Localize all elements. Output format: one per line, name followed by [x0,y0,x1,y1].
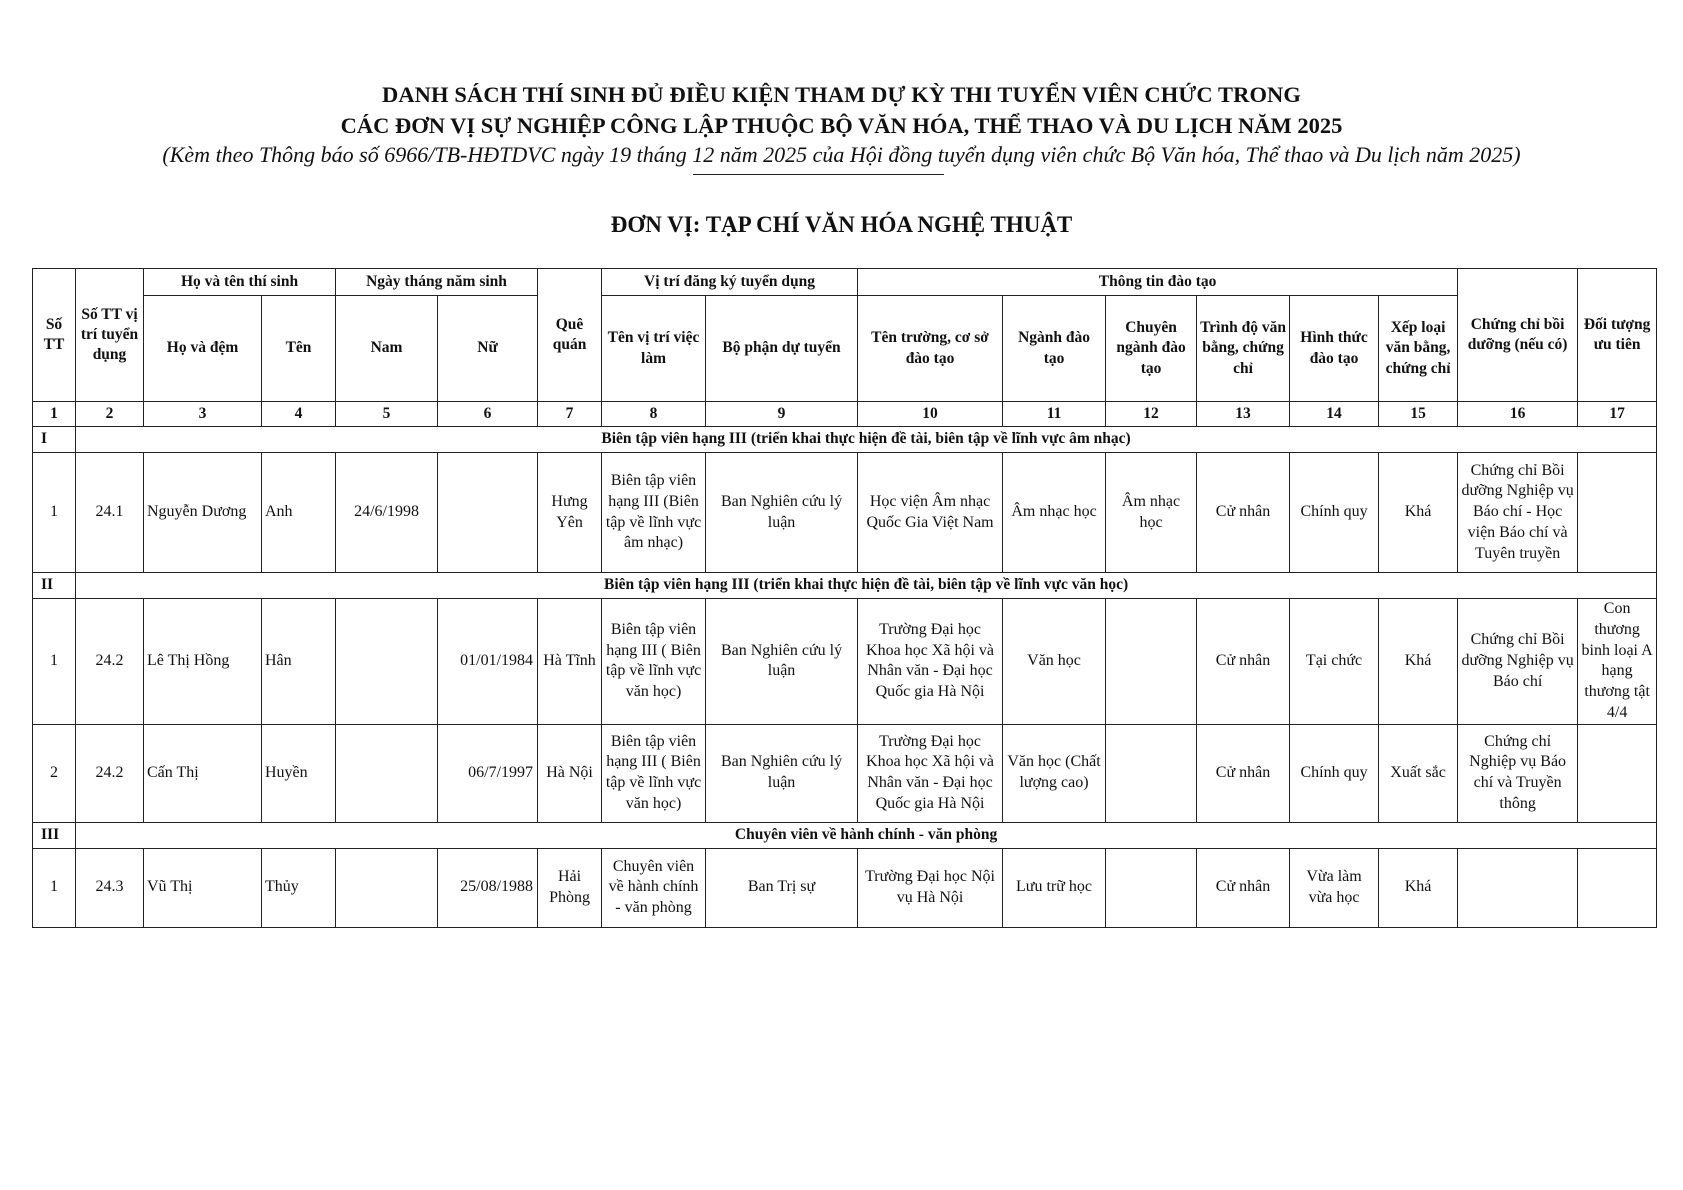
table-row [33,453,1657,573]
header-vi-tri: Vị trí đăng ký tuyển dụng [602,269,858,296]
table-cell: 1 [33,453,76,573]
table-cell [1106,724,1197,822]
table-cell: Biên tập viên hạng III ( Biên tập về lĩnh vực văn học) [602,599,706,725]
column-number: 12 [1106,402,1197,427]
header-que-quan: Quê quán [538,269,602,402]
table-cell: Ban Nghiên cứu lý luận [706,599,858,725]
table-cell: Trường Đại học Khoa học Xã hội và Nhân văn - Đại học Quốc gia Hà Nội [858,599,1003,725]
table-cell [336,724,438,822]
table-cell [336,599,438,725]
table-cell: Xuất sắc [1379,724,1458,822]
table-cell: Thủy [262,848,336,927]
header-hinh-thuc: Hình thức đào tạo [1290,296,1379,402]
column-number: 2 [76,402,144,427]
table-cell [1458,848,1578,927]
table-cell: 24.2 [76,724,144,822]
header-ten: Tên [262,296,336,402]
table-cell [438,453,538,573]
candidate-table [32,268,1657,928]
table-cell: Chứng chỉ Bồi dưỡng Nghiệp vụ Báo chí - Học viện Báo chí và Tuyên truyền [1458,453,1578,573]
column-number: 6 [438,402,538,427]
table-cell: Chứng chỉ Bồi dưỡng Nghiệp vụ Báo chí [1458,599,1578,725]
table-cell [1106,848,1197,927]
header-ten-vi-tri: Tên vị trí việc làm [602,296,706,402]
column-number: 7 [538,402,602,427]
section-roman: II [33,573,76,599]
table-cell: Vừa làm vừa học [1290,848,1379,927]
table-cell: Cử nhân [1197,724,1290,822]
table-cell: Âm nhạc học [1106,453,1197,573]
table-cell [1106,599,1197,725]
table-cell: Học viện Âm nhạc Quốc Gia Việt Nam [858,453,1003,573]
table-cell: Hà Tĩnh [538,599,602,725]
table-cell: Lưu trữ học [1003,848,1106,927]
column-number: 13 [1197,402,1290,427]
table-cell: Ban Trị sự [706,848,858,927]
table-cell: Khá [1379,599,1458,725]
header-xep-loai: Xếp loại văn bằng, chứng chỉ [1379,296,1458,402]
table-cell: Văn học [1003,599,1106,725]
table-cell: Hải Phòng [538,848,602,927]
table-cell [1578,453,1657,573]
table-cell: Chuyên viên về hành chính - văn phòng [602,848,706,927]
table-cell: Khá [1379,453,1458,573]
header-stt: Số TT [33,269,76,402]
table-cell: Chính quy [1290,453,1379,573]
section-title: Chuyên viên về hành chính - văn phòng [76,822,1657,848]
table-cell: Anh [262,453,336,573]
table-cell: Chính quy [1290,724,1379,822]
table-cell: Chứng chỉ Nghiệp vụ Báo chí và Truyền thông [1458,724,1578,822]
header-uu-tien: Đối tượng ưu tiên [1578,269,1657,402]
column-number: 14 [1290,402,1379,427]
table-cell: 24.3 [76,848,144,927]
table-cell: 1 [33,599,76,725]
doc-title-line2: CÁC ĐƠN VỊ SỰ NGHIỆP CÔNG LẬP THUỘC BỘ VĂN HÓA, THỂ THAO VÀ DU LỊCH NĂM 2025 [340,113,1343,138]
table-cell: Ban Nghiên cứu lý luận [706,724,858,822]
table-cell: 1 [33,848,76,927]
column-number: 10 [858,402,1003,427]
table-cell [1578,724,1657,822]
section-title: Biên tập viên hạng III (triển khai thực hiện đề tài, biên tập về lĩnh vực âm nhạc) [76,427,1657,453]
column-number: 16 [1458,402,1578,427]
doc-title-line1: DANH SÁCH THÍ SINH ĐỦ ĐIỀU KIỆN THAM DỰ KỲ THI TUYỂN VIÊN CHỨC TRONG [381,82,1302,107]
table-cell: Hà Nội [538,724,602,822]
table-cell: Trường Đại học Khoa học Xã hội và Nhân văn - Đại học Quốc gia Hà Nội [858,724,1003,822]
table-cell: Cử nhân [1197,599,1290,725]
column-number: 15 [1379,402,1458,427]
header-trinh-do: Trình độ văn bằng, chứng chỉ [1197,296,1290,402]
table-body [33,402,1657,928]
table-cell: Biên tập viên hạng III ( Biên tập về lĩnh vực văn học) [602,724,706,822]
header-nu: Nữ [438,296,538,402]
table-cell: Hưng Yên [538,453,602,573]
column-number: 17 [1578,402,1657,427]
table-cell: Tại chức [1290,599,1379,725]
table-row [33,599,1657,725]
section-row [33,427,1657,453]
table-cell: Nguyễn Dương [144,453,262,573]
title-underline [693,174,944,175]
header-truong: Tên trường, cơ sở đào tạo [858,296,1003,402]
section-row [33,822,1657,848]
table-cell: Trường Đại học Nội vụ Hà Nội [858,848,1003,927]
table-cell: 06/7/1997 [438,724,538,822]
column-number: 11 [1003,402,1106,427]
header-chung-chi: Chứng chỉ bồi dưỡng (nếu có) [1458,269,1578,402]
table-cell: 25/08/1988 [438,848,538,927]
table-cell: Văn học (Chất lượng cao) [1003,724,1106,822]
table-cell [1578,848,1657,927]
column-number: 3 [144,402,262,427]
table-cell: Ban Nghiên cứu lý luận [706,453,858,573]
header-ngay-sinh: Ngày tháng năm sinh [336,269,538,296]
column-number: 5 [336,402,438,427]
table-row [33,724,1657,822]
unit-heading: ĐƠN VỊ: TẠP CHÍ VĂN HÓA NGHỆ THUẬT [610,212,1073,237]
table-cell: 24.1 [76,453,144,573]
table-cell: Vũ Thị [144,848,262,927]
table-cell: 01/01/1984 [438,599,538,725]
column-number: 9 [706,402,858,427]
column-number: 1 [33,402,76,427]
table-cell: Âm nhạc học [1003,453,1106,573]
section-roman: III [33,822,76,848]
table-cell: Khá [1379,848,1458,927]
section-row [33,573,1657,599]
table-cell: Hân [262,599,336,725]
header-dao-tao: Thông tin đào tạo [858,269,1458,296]
table-cell [336,848,438,927]
table-cell: Con thương binh loại A hạng thương tật 4/4 [1578,599,1657,725]
header-chuyen-nganh: Chuyên ngành đào tạo [1106,296,1197,402]
table-row [33,848,1657,927]
table-cell: Cử nhân [1197,453,1290,573]
section-title: Biên tập viên hạng III (triển khai thực hiện đề tài, biên tập về lĩnh vực văn học) [76,573,1657,599]
column-number-row [33,402,1657,427]
doc-subtitle: (Kèm theo Thông báo số 6966/TB-HĐTDVC ngày 19 tháng 12 năm 2025 của Hội đồng tuyển dụng viên chức Bộ Văn hóa, Thể thao và Du lịch năm 2025) [162,142,1521,167]
section-roman: I [33,427,76,453]
table-cell: 2 [33,724,76,822]
header-nganh: Ngành đào tạo [1003,296,1106,402]
column-number: 8 [602,402,706,427]
table-cell: 24/6/1998 [336,453,438,573]
header-bo-phan: Bộ phận dự tuyển [706,296,858,402]
column-number: 4 [262,402,336,427]
header-nam: Nam [336,296,438,402]
header-stt-vitri: Số TT vị trí tuyển dụng [76,269,144,402]
table-cell: Huyền [262,724,336,822]
table-cell: Lê Thị Hồng [144,599,262,725]
table-cell: 24.2 [76,599,144,725]
table-cell: Cấn Thị [144,724,262,822]
header-ho-ten: Họ và tên thí sinh [144,269,336,296]
table-cell: Cử nhân [1197,848,1290,927]
header-ho-dem: Họ và đệm [144,296,262,402]
table-cell: Biên tập viên hạng III (Biên tập về lĩnh vực âm nhạc) [602,453,706,573]
